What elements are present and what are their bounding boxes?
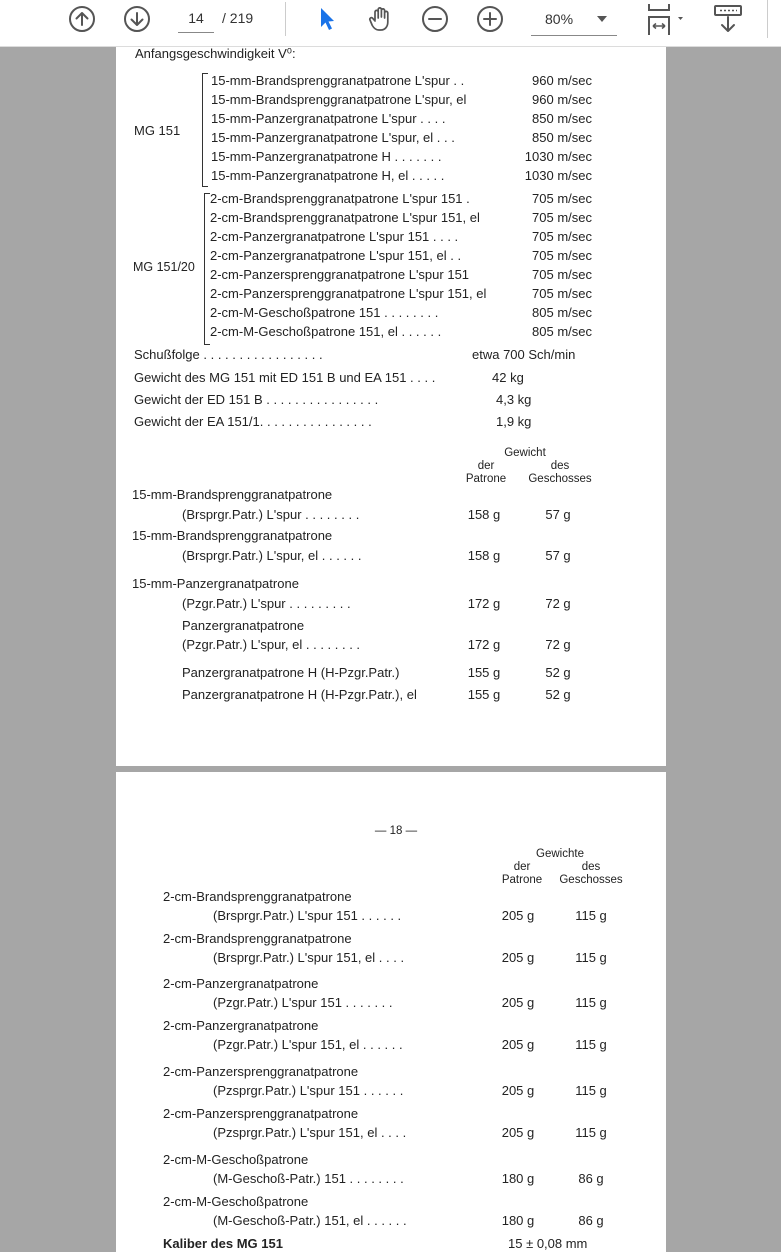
col-geschoss-a: des [550, 460, 570, 472]
weight-patrone: 205 g [501, 950, 535, 965]
cut-line-label: Kaliber des MG 151 [163, 1236, 283, 1251]
hand-icon [366, 4, 396, 34]
minus-circle-icon [421, 5, 449, 33]
velocity-name: 15-mm-Panzergranatpatrone L'spur . . . . [211, 111, 446, 126]
total-pages: / 219 [222, 10, 254, 26]
current-page-value: 14 [188, 10, 204, 26]
arrow-up-circle-icon [68, 5, 96, 33]
velocity-name: 2-cm-M-Geschoßpatrone 151, el . . . . . . [210, 324, 442, 339]
velocity-value: 705 m/sec [532, 267, 592, 282]
next-page-button[interactable] [119, 0, 155, 38]
chevron-down-icon [597, 16, 607, 22]
hand-tool-button[interactable] [364, 0, 398, 38]
weight-geschoss: 72 g [545, 596, 571, 611]
weight-patrone: 205 g [501, 908, 535, 923]
spec-label: Gewicht des MG 151 mit ED 151 B und EA 151 . . . . [134, 370, 436, 385]
weight-title: Gewichte [536, 848, 584, 860]
velocity-name: 2-cm-Brandsprenggranatpatrone L'spur 151 . [210, 191, 470, 206]
velocity-value: 705 m/sec [532, 210, 592, 225]
weight-geschoss: 57 g [545, 507, 571, 522]
cartridge-designation: Panzergranatpatrone H (H-Pzgr.Patr.) [182, 665, 400, 680]
cartridge-designation: (Pzsprgr.Patr.) L'spur 151, el . . . . [213, 1125, 407, 1140]
weight-patrone: 172 g [467, 637, 501, 652]
weight-geschoss: 115 g [575, 1125, 607, 1140]
velocity-name: 15-mm-Panzergranatpatrone H . . . . . . . [211, 149, 442, 164]
zoom-in-button[interactable] [473, 0, 507, 38]
weight-geschoss: 115 g [575, 908, 607, 923]
download-icon [712, 3, 744, 35]
velocity-value: 705 m/sec [532, 248, 592, 263]
col-patrone-b: Patrone [501, 874, 543, 886]
velocity-name: 15-mm-Panzergranatpatrone H, el . . . . . [211, 168, 445, 183]
weight-patrone: 158 g [467, 548, 501, 563]
cartridge-name: 2-cm-Panzersprenggranatpatrone [163, 1106, 359, 1121]
weight-patrone: 205 g [501, 995, 535, 1010]
cartridge-designation: (Pzgr.Patr.) L'spur 151 . . . . . . . [213, 995, 393, 1010]
cartridge-designation: (Brsprgr.Patr.) L'spur, el . . . . . . [182, 548, 362, 563]
cut-line-value: 15 ± 0,08 mm [508, 1236, 588, 1251]
weight-geschoss: 52 g [545, 687, 571, 702]
spec-label: Gewicht der ED 151 B . . . . . . . . . . . . . . . . [134, 392, 379, 407]
velocity-value: 960 m/sec [532, 92, 592, 107]
page-number-input[interactable] [178, 4, 214, 33]
weight-geschoss: 52 g [545, 665, 571, 680]
mg15120-label: MG 151/20 [133, 260, 195, 274]
mg151-label: MG 151 [134, 123, 181, 138]
spec-label: Schußfolge . . . . . . . . . . . . . . . . . [134, 347, 323, 362]
weight-patrone: 180 g [501, 1171, 535, 1186]
page-fit-icon [642, 2, 688, 36]
previous-page-button[interactable] [64, 0, 100, 38]
cartridge-name: 2-cm-Panzergranatpatrone [163, 1018, 319, 1033]
page-fit-button[interactable] [640, 0, 690, 38]
toolbar-divider [285, 2, 286, 36]
cartridge-designation: (Pzgr.Patr.) L'spur, el . . . . . . . . [182, 637, 361, 652]
col-patrone-a: der [477, 460, 495, 472]
weight-geschoss: 57 g [545, 548, 571, 563]
velocity-name: 2-cm-Panzergranatpatrone L'spur 151, el . . [210, 248, 462, 263]
select-tool-button[interactable] [311, 0, 341, 38]
plus-circle-icon [476, 5, 504, 33]
weight-geschoss: 115 g [575, 995, 607, 1010]
cartridge-name: 2-cm-M-Geschoßpatrone [163, 1194, 309, 1209]
velocity-value: 705 m/sec [532, 191, 592, 206]
spec-value: 1,9 kg [496, 414, 532, 429]
cartridge-name: 15-mm-Panzergranatpatrone [132, 576, 299, 591]
velocity-value: 805 m/sec [532, 324, 592, 339]
cartridge-designation: (Brsprgr.Patr.) L'spur 151, el . . . . [213, 950, 405, 965]
velocity-value: 850 m/sec [532, 111, 592, 126]
cartridge-name: 2-cm-Panzergranatpatrone [163, 976, 319, 991]
velocity-name: 15-mm-Panzergranatpatrone L'spur, el . . . [211, 130, 455, 145]
velocity-value: 1030 m/sec [524, 168, 592, 183]
cartridge-designation: (Brsprgr.Patr.) L'spur 151 . . . . . . [213, 908, 402, 923]
cartridge-designation: Panzergranatpatrone H (H-Pzgr.Patr.), el [182, 687, 417, 702]
weight-patrone: 158 g [467, 507, 501, 522]
spec-value: 4,3 kg [496, 392, 532, 407]
velocity-name: 2-cm-Brandsprenggranatpatrone L'spur 151, el [210, 210, 480, 225]
toolbar-edge [767, 0, 768, 38]
cartridge-designation: (M-Geschoß-Patr.) 151, el . . . . . . [213, 1213, 407, 1228]
cartridge-designation: (Pzgr.Patr.) L'spur . . . . . . . . . [182, 596, 351, 611]
velocity-name: 2-cm-Panzergranatpatrone L'spur 151 . . . . [210, 229, 459, 244]
cartridge-name: 2-cm-Brandsprenggranatpatrone [163, 931, 352, 946]
velocity-value: 1030 m/sec [524, 149, 592, 164]
col-geschoss-b: Geschosses [559, 874, 623, 886]
document-page [116, 772, 666, 1252]
zoom-select[interactable] [531, 3, 617, 36]
velocity-name: 2-cm-M-Geschoßpatrone 151 . . . . . . . . [210, 305, 439, 320]
velocity-value: 805 m/sec [532, 305, 592, 320]
cartridge-designation: (Pzgr.Patr.) L'spur 151, el . . . . . . [213, 1037, 403, 1052]
cartridge-designation: (Brsprgr.Patr.) L'spur . . . . . . . . [182, 507, 360, 522]
cartridge-name: 15-mm-Brandsprenggranatpatrone [132, 528, 333, 543]
zoom-out-button[interactable] [418, 0, 452, 38]
weight-geschoss: 86 g [578, 1171, 604, 1186]
arrow-down-circle-icon [123, 5, 151, 33]
zoom-value: 80% [545, 11, 574, 27]
pointer-arrow-icon [315, 5, 337, 33]
page-number-label: — 18 — [374, 825, 418, 837]
weight-geschoss: 115 g [575, 950, 607, 965]
weight-patrone: 155 g [467, 665, 501, 680]
velocity-value: 960 m/sec [532, 73, 592, 88]
spec-label: Gewicht der EA 151/1. . . . . . . . . . . . . . . . [134, 414, 372, 429]
weight-geschoss: 115 g [575, 1037, 607, 1052]
velocity-value: 705 m/sec [532, 229, 592, 244]
weight-patrone: 205 g [501, 1083, 535, 1098]
cartridge-designation: (Pzsprgr.Patr.) L'spur 151 . . . . . . [213, 1083, 404, 1098]
cartridge-name: 15-mm-Brandsprenggranatpatrone [132, 487, 333, 502]
brace-mg151 [202, 73, 208, 187]
page-heading: Anfangsgeschwindigkeit V⁰: [135, 47, 296, 61]
velocity-name: 15-mm-Brandsprenggranatpatrone L'spur . . [211, 73, 465, 88]
col-patrone-b: Patrone [465, 473, 507, 485]
weight-patrone: 172 g [467, 596, 501, 611]
weight-geschoss: 86 g [578, 1213, 604, 1228]
velocity-value: 705 m/sec [532, 286, 592, 301]
cartridge-name: 2-cm-Brandsprenggranatpatrone [163, 889, 352, 904]
cartridge-designation: (M-Geschoß-Patr.) 151 . . . . . . . . [213, 1171, 404, 1186]
weight-patrone: 180 g [501, 1213, 535, 1228]
weight-patrone: 205 g [501, 1037, 535, 1052]
spec-value: 42 kg [492, 370, 524, 385]
cartridge-name: 2-cm-M-Geschoßpatrone [163, 1152, 309, 1167]
document-page [116, 47, 666, 766]
velocity-name: 2-cm-Panzersprenggranatpatrone L'spur 151, el [210, 286, 487, 301]
download-button[interactable] [710, 0, 746, 38]
weight-geschoss: 115 g [575, 1083, 607, 1098]
col-patrone-a: der [513, 861, 531, 873]
cartridge-name: Panzergranatpatrone [182, 618, 305, 633]
col-geschoss-a: des [581, 861, 601, 873]
weight-patrone: 155 g [467, 687, 501, 702]
weight-title: Gewicht [504, 447, 546, 459]
velocity-name: 15-mm-Brandsprenggranatpatrone L'spur, el [211, 92, 467, 107]
velocity-value: 850 m/sec [532, 130, 592, 145]
col-geschoss-b: Geschosses [528, 473, 592, 485]
cartridge-name: 2-cm-Panzersprenggranatpatrone [163, 1064, 359, 1079]
weight-patrone: 205 g [501, 1125, 535, 1140]
spec-value: etwa 700 Sch/min [472, 347, 576, 362]
velocity-name: 2-cm-Panzersprenggranatpatrone L'spur 151 [210, 267, 470, 282]
weight-geschoss: 72 g [545, 637, 571, 652]
pdf-toolbar [0, 0, 781, 47]
